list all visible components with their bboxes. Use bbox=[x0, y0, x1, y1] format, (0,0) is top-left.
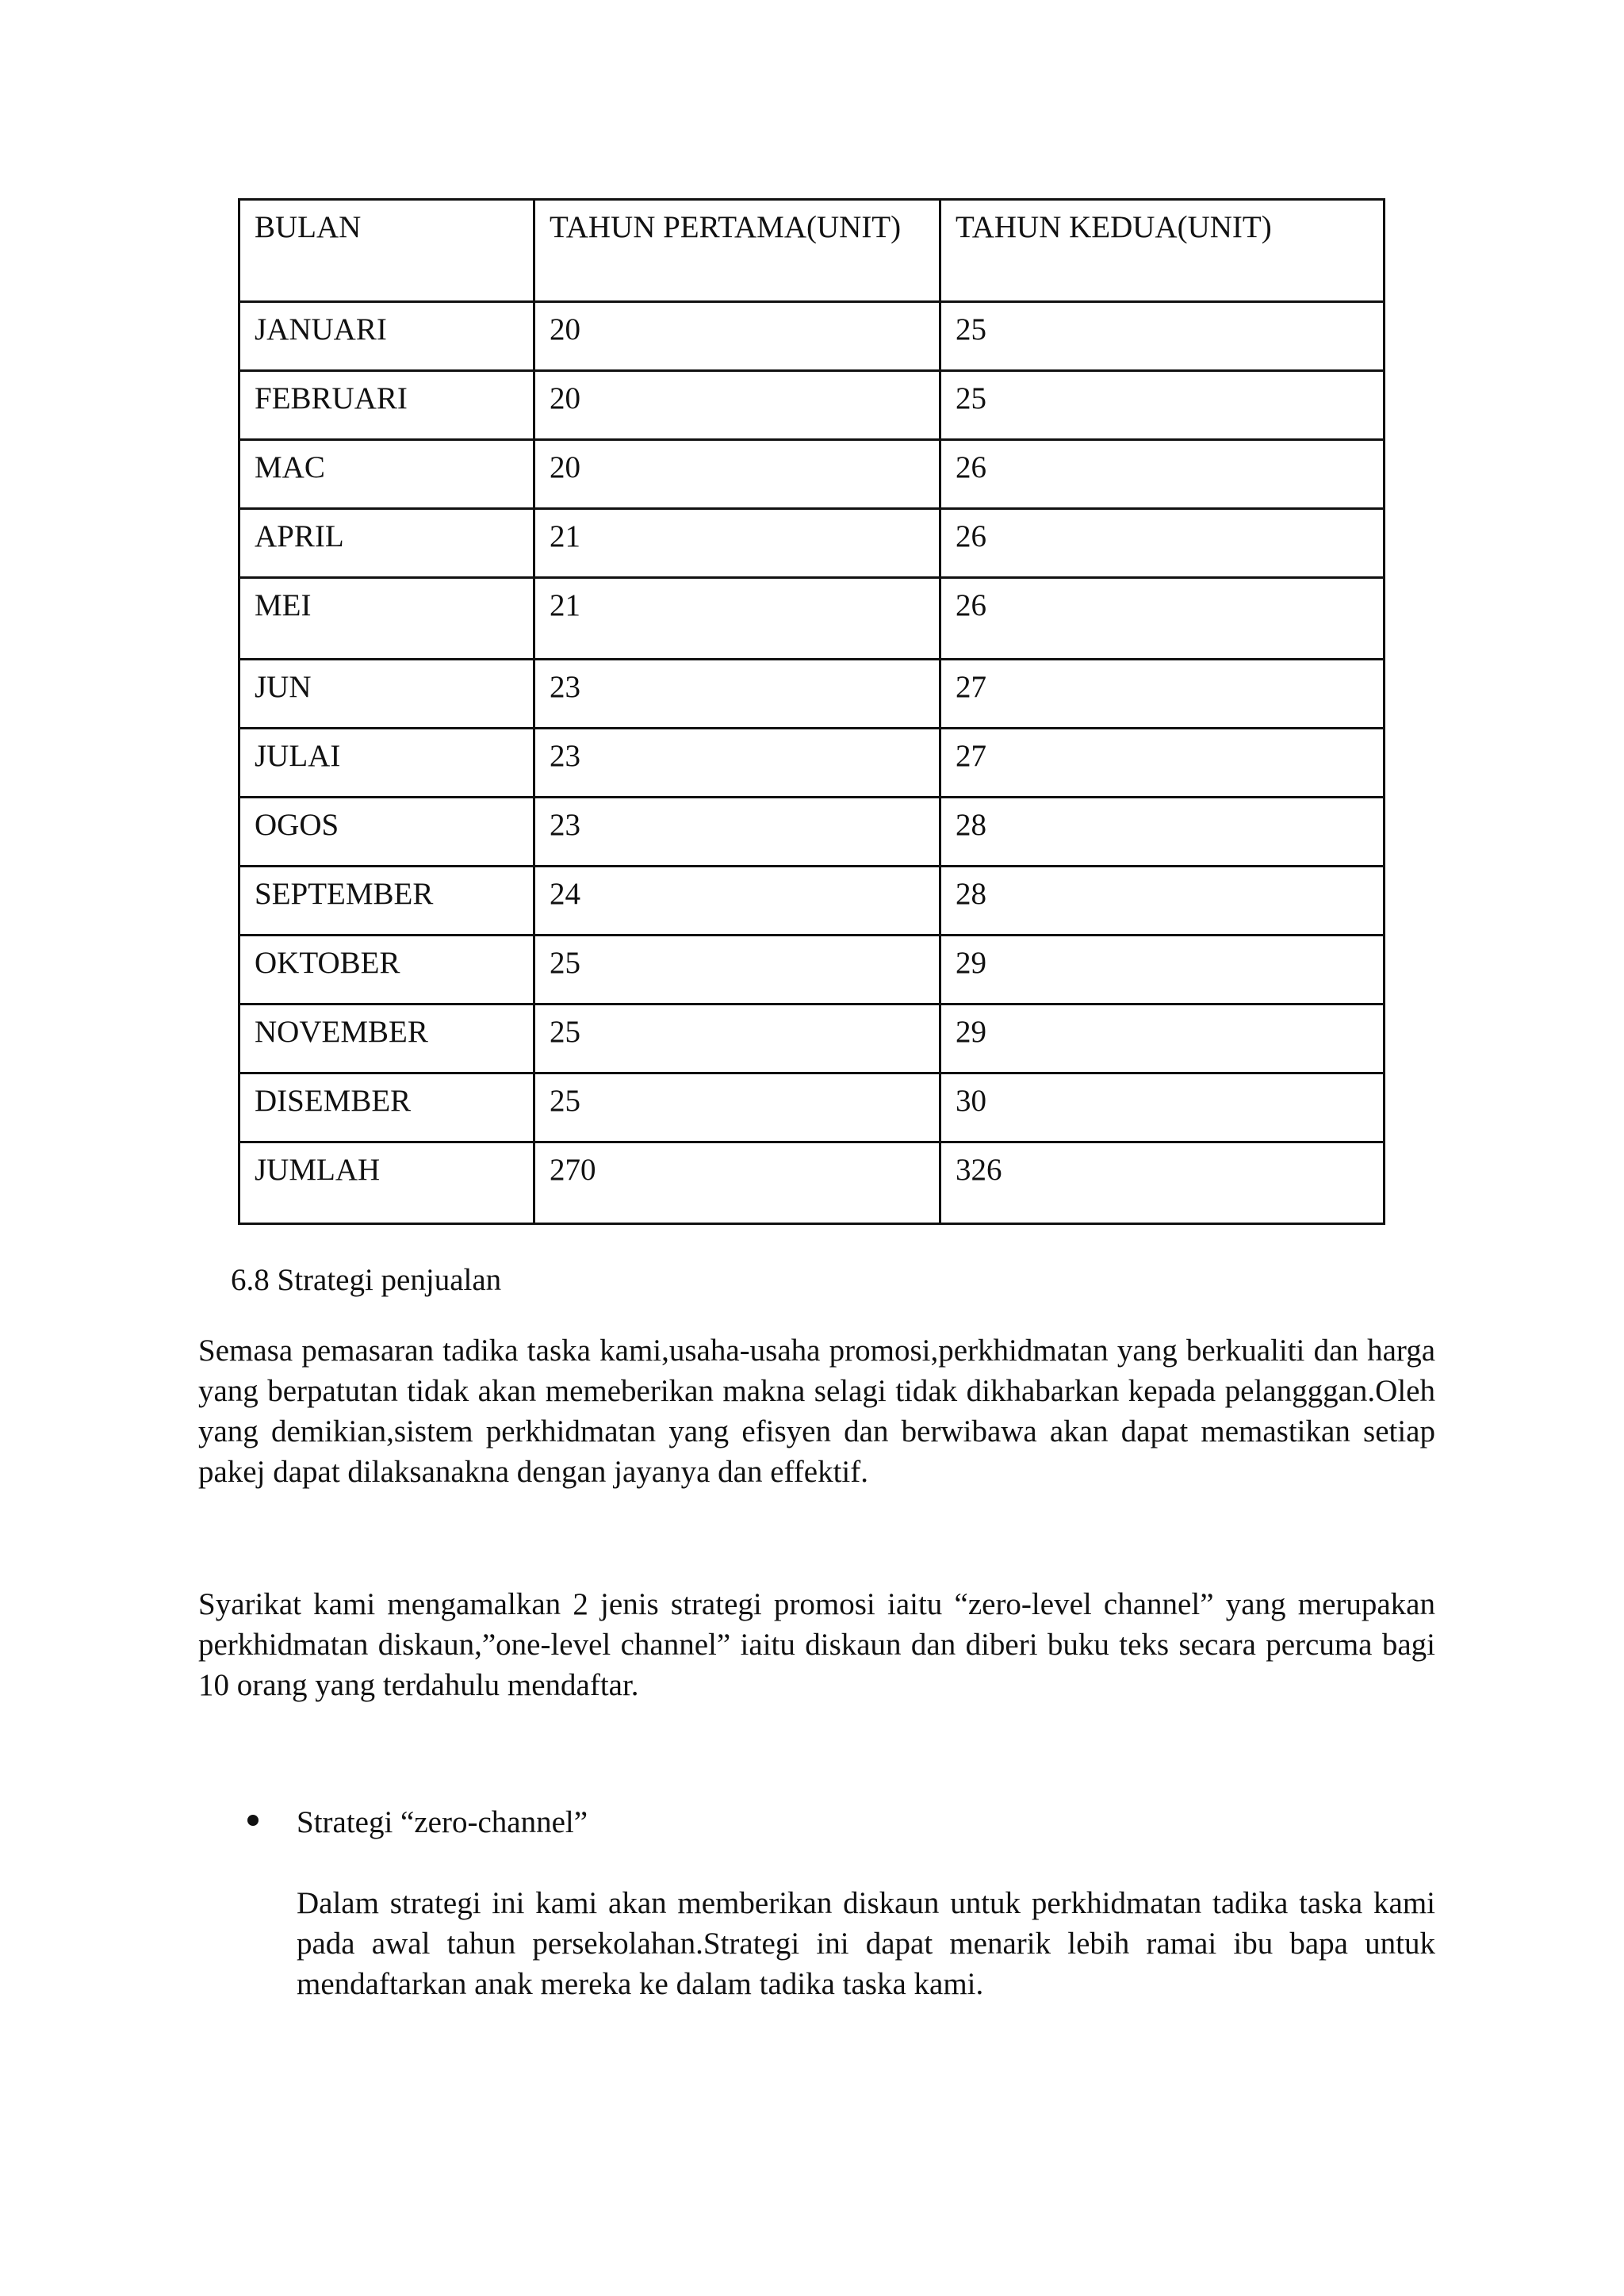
month-cell: JUN bbox=[239, 660, 534, 729]
year1-cell: 23 bbox=[534, 729, 940, 798]
month-cell: MEI bbox=[239, 578, 534, 660]
month-cell: SEPTEMBER bbox=[239, 867, 534, 936]
year1-cell: 25 bbox=[534, 1073, 940, 1142]
table-row bbox=[239, 1073, 1385, 1142]
paragraph-sales-intro: Semasa pemasaran tadika taska kami,usaha-usaha promosi,perkhidmatan yang berkualiti dan harga yang berpatutan tidak akan memeberikan makna selagi tidak dikhabarkan kepada pelangggan.Oleh yang demikian,sistem perkhidmatan yang efisyen dan berwibawa akan dapat memastikan setiap pakej dapat dilaksanakna dengan jayanya dan effektif. bbox=[198, 1334, 1435, 1489]
table-row bbox=[239, 302, 1385, 371]
year2-cell: 27 bbox=[940, 729, 1385, 798]
month-cell: JANUARI bbox=[239, 302, 534, 371]
year2-cell: 26 bbox=[940, 509, 1385, 578]
year2-cell: 27 bbox=[940, 660, 1385, 729]
total-label-cell: JUMLAH bbox=[239, 1142, 534, 1224]
table-row bbox=[239, 509, 1385, 578]
year1-cell: 20 bbox=[534, 371, 940, 440]
table-row bbox=[239, 578, 1385, 660]
month-cell: FEBRUARI bbox=[239, 371, 534, 440]
year2-cell: 28 bbox=[940, 867, 1385, 936]
month-cell: OKTOBER bbox=[239, 936, 534, 1004]
paragraph-promotion-strategies: Syarikat kami mengamalkan 2 jenis strategi promosi iaitu “zero-level channel” yang merupakan perkhidmatan diskaun,”one-level channel” iaitu diskaun dan diberi buku teks secara percuma bagi 10 orang yang terdahulu mendaftar. bbox=[198, 1587, 1435, 1702]
table-row bbox=[239, 729, 1385, 798]
year1-cell: 20 bbox=[534, 302, 940, 371]
year1-cell: 21 bbox=[534, 509, 940, 578]
year2-cell: 30 bbox=[940, 1073, 1385, 1142]
year2-cell: 29 bbox=[940, 936, 1385, 1004]
month-cell: APRIL bbox=[239, 509, 534, 578]
year1-cell: 23 bbox=[534, 660, 940, 729]
year2-cell: 26 bbox=[940, 440, 1385, 509]
bullet-dot-icon bbox=[247, 1815, 259, 1826]
section-heading: 6.8 Strategi penjualan bbox=[231, 1263, 502, 1297]
month-cell: NOVEMBER bbox=[239, 1004, 534, 1073]
table-header-row bbox=[239, 200, 1385, 302]
table-total-row bbox=[239, 1142, 1385, 1224]
table-row bbox=[239, 867, 1385, 936]
table-row bbox=[239, 798, 1385, 867]
month-cell: MAC bbox=[239, 440, 534, 509]
year1-cell: 25 bbox=[534, 936, 940, 1004]
table-row bbox=[239, 371, 1385, 440]
year1-cell: 23 bbox=[534, 798, 940, 867]
year1-cell: 24 bbox=[534, 867, 940, 936]
header-tahun-kedua: TAHUN KEDUA(UNIT) bbox=[940, 200, 1385, 302]
year2-cell: 29 bbox=[940, 1004, 1385, 1073]
year2-cell: 28 bbox=[940, 798, 1385, 867]
sales-table bbox=[238, 198, 1385, 1225]
year1-cell: 21 bbox=[534, 578, 940, 660]
header-bulan: BULAN bbox=[239, 200, 534, 302]
table-row bbox=[239, 936, 1385, 1004]
year2-cell: 25 bbox=[940, 371, 1385, 440]
month-cell: OGOS bbox=[239, 798, 534, 867]
year2-cell: 25 bbox=[940, 302, 1385, 371]
year1-cell: 20 bbox=[534, 440, 940, 509]
table-row bbox=[239, 660, 1385, 729]
table-row bbox=[239, 1004, 1385, 1073]
bullet-paragraph: Dalam strategi ini kami akan memberikan diskaun untuk perkhidmatan tadika taska kami pada awal tahun persekolahan.Strategi ini dapat menarik lebih ramai ibu bapa untuk mendaftarkan anak mereka ke dalam tadika taska kami. bbox=[297, 1886, 1435, 2001]
month-cell: JULAI bbox=[239, 729, 534, 798]
year2-cell: 26 bbox=[940, 578, 1385, 660]
table-row bbox=[239, 440, 1385, 509]
year2-total-cell: 326 bbox=[940, 1142, 1385, 1224]
bullet-title: Strategi “zero-channel” bbox=[297, 1805, 588, 1839]
header-tahun-pertama: TAHUN PERTAMA(UNIT) bbox=[534, 200, 940, 302]
month-cell: DISEMBER bbox=[239, 1073, 534, 1142]
year1-cell: 25 bbox=[534, 1004, 940, 1073]
year1-total-cell: 270 bbox=[534, 1142, 940, 1224]
